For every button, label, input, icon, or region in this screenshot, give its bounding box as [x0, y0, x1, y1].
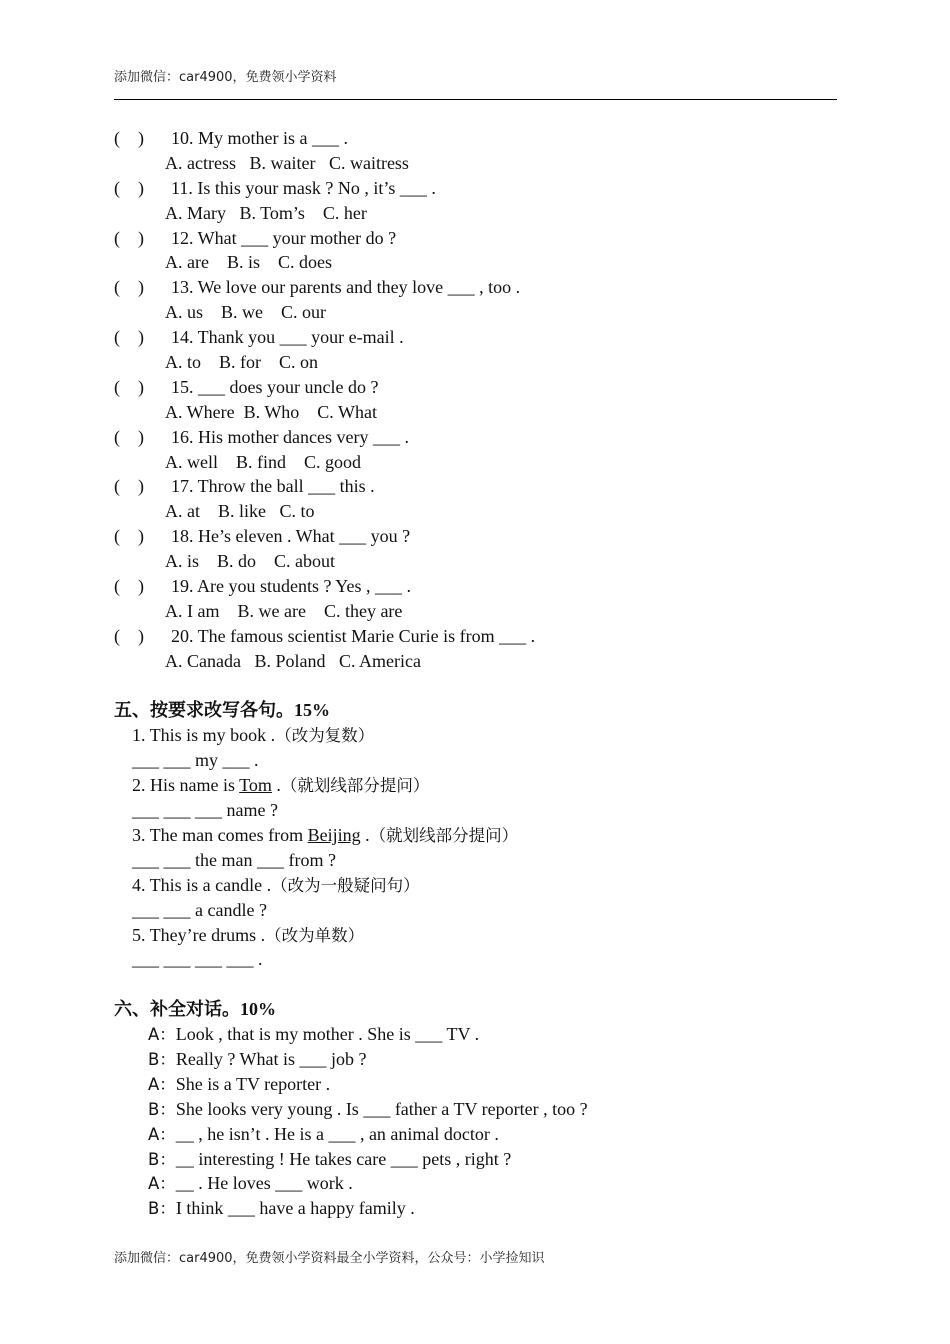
- answer-bracket: ( ): [114, 327, 144, 348]
- speaker-label: B：: [148, 1149, 176, 1169]
- question-18: [114, 524, 844, 549]
- sentence-end: .: [360, 824, 370, 845]
- rewrite-answer-3: ___ ___ the man ___ from ?: [132, 849, 336, 870]
- dialogue-line: [114, 1022, 844, 1047]
- question-text: 16. His mother dances very ___ .: [171, 426, 409, 447]
- question-text: 18. He’s eleven . What ___ you ?: [171, 526, 411, 547]
- question-19: [114, 574, 844, 599]
- question-text: 12. What ___ your mother do ?: [171, 227, 397, 248]
- rewrite-answer-2: ___ ___ ___ name ?: [132, 800, 278, 821]
- dialogue-text: Look , that is my mother . She is ___ TV .: [175, 1024, 480, 1045]
- underlined-word: Tom: [239, 775, 272, 796]
- answer-bracket: ( ): [114, 526, 144, 547]
- answer-bracket: ( ): [114, 576, 144, 597]
- options-14: A. to B. for C. on: [165, 352, 318, 373]
- sentence: 4. This is a candle .: [132, 874, 272, 895]
- question-text: 20. The famous scientist Marie Curie is from ___ .: [171, 625, 536, 646]
- speaker-label: A：: [148, 1124, 176, 1144]
- options-18: A. is B. do C. about: [165, 551, 336, 572]
- options-16: A. well B. find C. good: [165, 451, 361, 472]
- answer-bracket: ( ): [114, 625, 144, 646]
- speaker-label: A：: [148, 1025, 176, 1045]
- options-19: A. I am B. we are C. they are: [165, 600, 403, 621]
- instruction: （改为复数）: [275, 726, 375, 746]
- speaker-label: B：: [148, 1049, 176, 1069]
- options-12: A. are B. is C. does: [165, 252, 332, 273]
- page-footer-text: 添加微信：car4900，免费领小学资料最全小学资料，公众号：小学捡知识: [114, 1251, 545, 1266]
- options-11: A. Mary B. Tom’s C. her: [165, 202, 367, 223]
- dialogue-text: She looks very young . Is ___ father a TV reporter , too ?: [175, 1098, 588, 1119]
- answer-bracket: ( ): [114, 177, 144, 198]
- instruction: （改为单数）: [265, 925, 365, 945]
- options-10: A. actress B. waiter C. waitress: [165, 152, 409, 173]
- question-16: [114, 425, 844, 450]
- dialogue-text: __ . He loves ___ work .: [175, 1173, 353, 1194]
- question-text: 17. Throw the ball ___ this .: [171, 476, 375, 497]
- section-title: 六、补全对话。10%: [114, 999, 276, 1020]
- question-11: [114, 176, 844, 201]
- answer-bracket: ( ): [114, 476, 144, 497]
- question-text: 15. ___ does your uncle do ?: [171, 376, 379, 397]
- question-13: [114, 275, 844, 300]
- question-14: [114, 325, 844, 350]
- dialogue-line: [114, 1097, 844, 1122]
- sentence-end: .: [271, 775, 281, 796]
- section-title: 五、按要求改写各句。15%: [114, 700, 330, 721]
- question-17: [114, 474, 844, 499]
- document-body: [114, 126, 844, 1221]
- speaker-label: B：: [148, 1199, 176, 1219]
- spacer: [114, 674, 844, 699]
- rewrite-answer-1: ___ ___ my ___ .: [132, 750, 259, 771]
- speaker-label: A：: [148, 1174, 176, 1194]
- rewrite-answer-5: ___ ___ ___ ___ .: [132, 949, 263, 970]
- dialogue-line: [114, 1171, 844, 1196]
- dialogue-section: [114, 997, 844, 1221]
- dialogue-text: I think ___ have a happy family .: [175, 1198, 415, 1219]
- options-20: A. Canada B. Poland C. America: [165, 650, 421, 671]
- rewrite-section: [114, 698, 844, 972]
- question-text: 19. Are you students ? Yes , ___ .: [171, 576, 412, 597]
- question-20: [114, 624, 844, 649]
- multiple-choice-section: [114, 126, 844, 674]
- options-13: A. us B. we C. our: [165, 302, 326, 323]
- rewrite-item-2: [114, 773, 844, 798]
- question-text: 10. My mother is a ___ .: [171, 128, 348, 148]
- dialogue-text: Really ? What is ___ job ?: [175, 1048, 367, 1069]
- instruction: （就划线部分提问）: [369, 825, 519, 845]
- header-divider: [114, 99, 837, 100]
- sentence: 5. They’re drums .: [132, 924, 266, 945]
- dialogue-text: She is a TV reporter .: [175, 1073, 331, 1094]
- answer-bracket: ( ): [114, 128, 144, 148]
- question-15: [114, 375, 844, 400]
- question-text: 13. We love our parents and they love ___ , too .: [171, 277, 521, 298]
- question-12: [114, 226, 844, 251]
- rewrite-item-4: [114, 873, 844, 898]
- answer-bracket: ( ): [114, 227, 144, 248]
- dialogue-text: __ interesting ! He takes care ___ pets , right ?: [175, 1148, 512, 1169]
- dialogue-line: [114, 1147, 844, 1172]
- sentence: 3. The man comes from: [132, 824, 308, 845]
- speaker-label: B：: [148, 1099, 176, 1119]
- answer-bracket: ( ): [114, 376, 144, 397]
- sentence: 1. This is my book .: [132, 725, 276, 746]
- options-17: A. at B. like C. to: [165, 501, 315, 522]
- dialogue-line: [114, 1072, 844, 1097]
- answer-bracket: ( ): [114, 277, 144, 298]
- question-10: [114, 126, 844, 151]
- sentence: 2. His name is: [132, 775, 240, 796]
- dialogue-text: __ , he isn’t . He is a ___ , an animal doctor .: [175, 1123, 499, 1144]
- rewrite-item-5: [114, 923, 844, 948]
- page-header-text: 添加微信：car4900，免费领小学资料: [114, 70, 337, 85]
- speaker-label: A：: [148, 1074, 176, 1094]
- instruction: （就划线部分提问）: [280, 776, 430, 796]
- spacer: [114, 972, 844, 997]
- options-15: A. Where B. Who C. What: [165, 401, 377, 422]
- rewrite-item-1: [114, 723, 844, 748]
- underlined-word: Beijing: [307, 824, 361, 845]
- question-text: 14. Thank you ___ your e-mail .: [171, 327, 404, 348]
- dialogue-line: [114, 1122, 844, 1147]
- rewrite-item-3: [114, 823, 844, 848]
- dialogue-line: [114, 1047, 844, 1072]
- dialogue-line: [114, 1196, 844, 1221]
- instruction: （改为一般疑问句）: [271, 875, 420, 895]
- question-text: 11. Is this your mask ? No , it’s ___ .: [171, 177, 436, 198]
- answer-bracket: ( ): [114, 426, 144, 447]
- rewrite-answer-4: ___ ___ a candle ?: [132, 899, 267, 920]
